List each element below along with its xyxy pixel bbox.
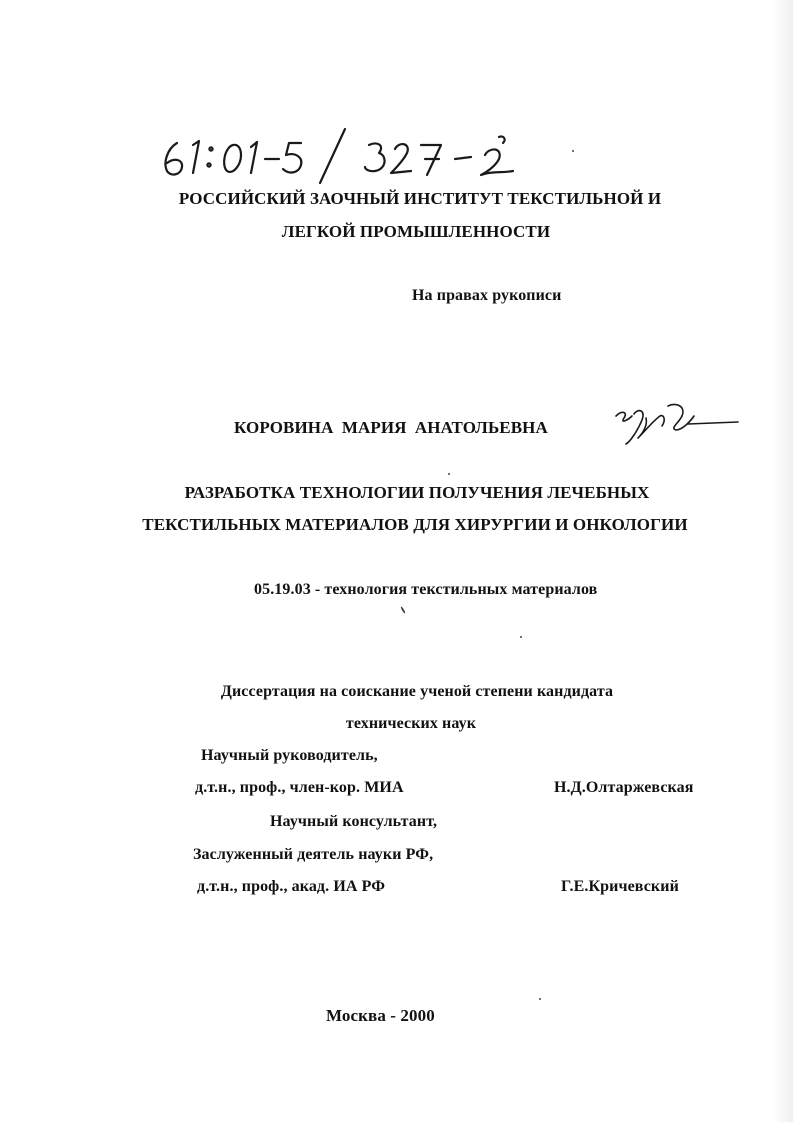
consultant-credentials: д.т.н., проф., акад. ИА РФ <box>197 878 386 895</box>
handwritten-archive-code <box>155 125 535 185</box>
consultant-title: Заслуженный деятель науки РФ, <box>193 846 434 863</box>
author-signature <box>612 398 742 448</box>
scan-speck <box>539 998 541 1000</box>
supervisor-credentials: д.т.н., проф., член-кор. МИА <box>195 779 404 796</box>
rights-note: На правах рукописи <box>412 287 562 304</box>
scan-speck <box>572 150 574 152</box>
institution-line-2: ЛЕГКОЙ ПРОМЫШЛЕННОСТИ <box>281 222 551 241</box>
scan-speck <box>400 606 406 614</box>
consultant-role: Научный консультант, <box>270 813 438 830</box>
scan-speck <box>520 636 522 638</box>
supervisor-role: Научный руководитель, <box>201 747 378 764</box>
dissertation-degree-line-2: технических наук <box>345 715 477 732</box>
dissertation-degree-line-1: Диссертация на соискание ученой степени кандидата <box>220 683 614 700</box>
scan-speck <box>448 473 450 475</box>
dissertation-title-line-1: РАЗРАБОТКА ТЕХНОЛОГИИ ПОЛУЧЕНИЯ ЛЕЧЕБНЫХ <box>184 483 650 502</box>
consultant-name: Г.Е.Кричевский <box>561 878 679 895</box>
author-name: КОРОВИНА МАРИЯ АНАТОЛЬЕВНА <box>234 418 548 437</box>
institution-line-1: РОССИЙСКИЙ ЗАОЧНЫЙ ИНСТИТУТ ТЕКСТИЛЬНОЙ И <box>178 189 662 208</box>
specialty-code: 05.19.03 - технология текстильных материалов <box>254 581 598 598</box>
dissertation-title-line-2: ТЕКСТИЛЬНЫХ МАТЕРИАЛОВ ДЛЯ ХИРУРГИИ И ОНКОЛОГИИ <box>142 515 688 534</box>
city-year: Москва - 2000 <box>326 1006 435 1025</box>
supervisor-name: Н.Д.Олтаржевская <box>554 779 694 796</box>
scan-edge-shadow <box>773 0 793 1122</box>
